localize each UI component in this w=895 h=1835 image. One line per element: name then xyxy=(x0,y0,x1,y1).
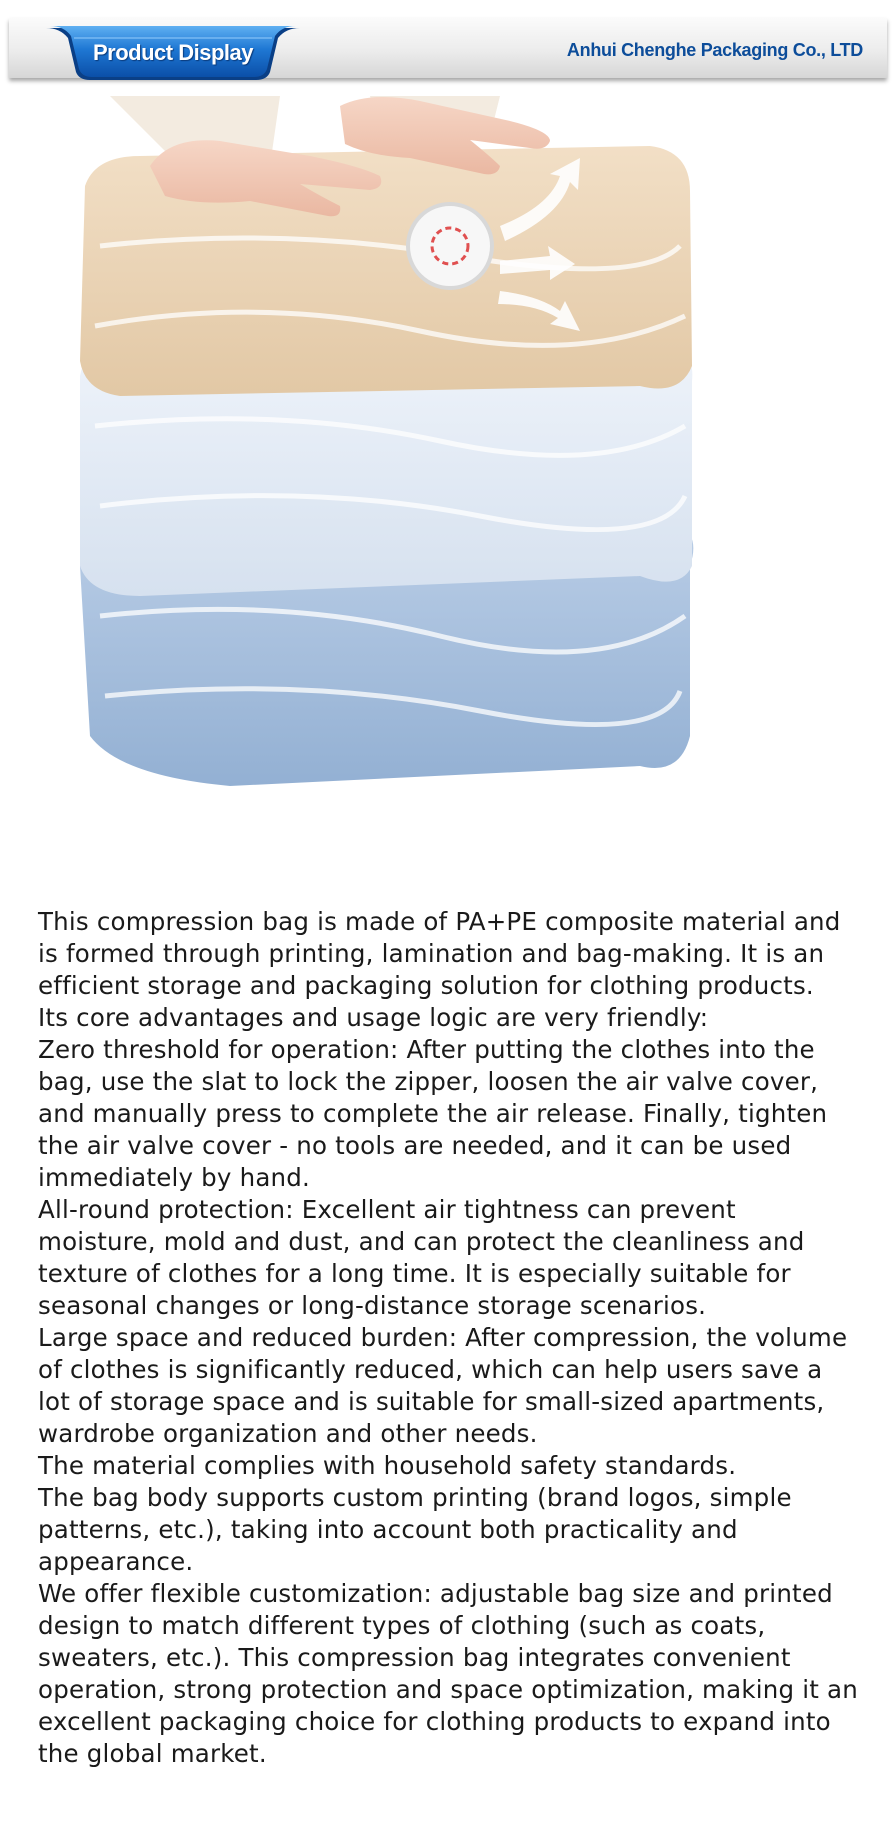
vacuum-compression-bag-illustration xyxy=(80,96,820,876)
description-paragraph: The bag body supports custom printing (brand logos, simple patterns, etc.), taking into account both practicality and appearance. xyxy=(38,1483,792,1576)
description-paragraph: Zero threshold for operation: After putting the clothes into the bag, use the slat to lock the zipper, loosen the air valve cover, and manually press to complete the air release. Finally, tighten the air valve cover - no tools are needed, and it can be used immediately by hand. xyxy=(38,1035,828,1192)
description-paragraph: This compression bag is made of PA+PE composite material and is formed through printing, lamination and bag-making. It is an efficient storage and packaging solution for clothing products. xyxy=(38,907,841,1000)
product-description xyxy=(38,906,858,1770)
description-paragraph: Large space and reduced burden: After compression, the volume of clothes is significantly reduced, which can help users save a lot of storage space and is suitable for small-sized apartments, wardrobe organization and other needs. xyxy=(38,1323,848,1448)
description-paragraph: All-round protection: Excellent air tightness can prevent moisture, mold and dust, and can protect the cleanliness and texture of clothes for a long time. It is especially suitable for seasonal changes or long-distance storage scenarios. xyxy=(38,1195,805,1320)
description-paragraph: We offer flexible customization: adjustable bag size and printed design to match different types of clothing (such as coats, sweaters, etc.). This compression bag integrates convenient operation, strong protection and space optimization, making it an excellent packaging choice for clothing products to expand into the global market. xyxy=(38,1579,858,1768)
description-paragraph: Its core advantages and usage logic are very friendly: xyxy=(38,1003,709,1032)
header-banner xyxy=(9,18,887,78)
product-display-tab xyxy=(46,24,300,84)
description-paragraph: The material complies with household safety standards. xyxy=(38,1451,737,1480)
tab-label: Product Display xyxy=(93,40,253,65)
company-name: Anhui Chenghe Packaging Co., LTD xyxy=(566,40,863,60)
